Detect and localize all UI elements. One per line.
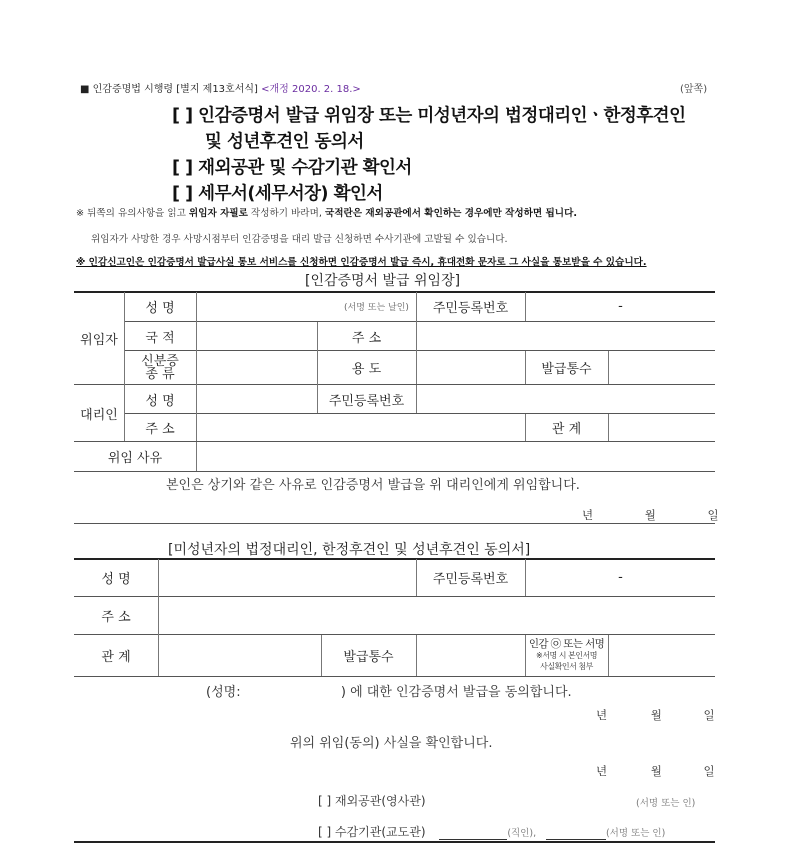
confirm-date [596, 763, 715, 779]
delegator-label: 위임자 [80, 332, 118, 348]
nationality-label: 국 적 [145, 330, 175, 346]
purpose-label: 용 도 [351, 362, 382, 377]
guardian-copies-label: 발급통수 [343, 650, 394, 665]
relation-label: 관 계 [551, 422, 582, 437]
copies-field[interactable] [609, 351, 715, 384]
note-1 [76, 205, 577, 219]
id-type-line-1: 신분증 [141, 353, 179, 369]
page-side: (앞쪽) [680, 84, 708, 95]
relation-field[interactable] [609, 414, 715, 441]
sign-blank[interactable] [546, 827, 606, 840]
delegator-address-field[interactable] [417, 322, 715, 350]
agent-rrn-label: 주민등록번호 [328, 393, 405, 409]
section2-date [596, 707, 715, 723]
s2-month-label: 월 [650, 708, 662, 722]
note-2: 위임자가 사망한 경우 사망시점부터 인감증명을 대리 발급 신청하면 수사기관에 고발될 수 있습니다. [91, 234, 508, 245]
s2-day-label: 일 [703, 708, 715, 722]
guardian-copies-field[interactable] [417, 635, 525, 676]
agent-rrn-field[interactable] [417, 385, 715, 413]
id-type-line-2: 종 류 [145, 366, 175, 382]
guardian-rrn-dash: - [618, 570, 623, 585]
day-label: 일 [707, 508, 719, 522]
consent-a: (성명: [206, 685, 241, 700]
seal-label [525, 635, 608, 676]
title-line-4: [ ] 세무서(세무서장) 확인서 [172, 184, 383, 204]
prison-sign: (서명 또는 인) [605, 828, 666, 839]
id-type-label [124, 351, 196, 384]
s2-year-label: 년 [596, 708, 608, 722]
reason-label: 위임 사유 [107, 451, 163, 466]
title-line-2: 및 성년후견인 동의서 [205, 132, 364, 152]
note-3: ※ 인감신고인은 인감증명서 발급사실 통보 서비스를 신청하면 인감증명서 발급 즉시, 휴대전화 문자로 그 사실을 통보받을 수 있습니다. [76, 257, 647, 268]
delegator-name-label: 성 명 [145, 301, 175, 316]
guardian-relation-label: 관 계 [101, 650, 131, 665]
agent-name-field[interactable] [197, 385, 317, 413]
guardian-rrn-field[interactable] [526, 559, 715, 596]
revision-date: <개정 2020. 2. 18.> [261, 84, 361, 95]
seal-note-2: 사실확인서 첨부 [540, 662, 593, 671]
section1-date [582, 507, 719, 523]
embassy-sign: (서명 또는 인) [636, 798, 696, 809]
month-label: 월 [644, 508, 656, 522]
title-line-3: [ ] 재외공관 및 수감기관 확인서 [172, 158, 412, 178]
nationality-field[interactable] [197, 322, 317, 350]
agent-name-label: 성 명 [145, 393, 175, 409]
section1-title: [인감증명서 발급 위임장] [305, 273, 461, 289]
delegator-address-label: 주 소 [351, 330, 382, 346]
year-label: 년 [582, 508, 594, 522]
prison-check-label[interactable]: [ ] 수감기관(교도관) [318, 825, 426, 839]
seal-label-text: 인감 ㉧ 또는 서명 [528, 638, 605, 650]
note-1-c: 작성하기 바라며, [247, 208, 325, 219]
sign-hint: (서명 또는 날인) [344, 303, 409, 313]
guardian-address-field[interactable] [159, 597, 715, 634]
prison-check [318, 823, 665, 840]
agent-address-field[interactable] [197, 414, 525, 441]
consent-b: ) 에 대한 인감증명서 발급을 동의합니다. [340, 685, 572, 700]
consent-statement [206, 681, 572, 700]
agent-label: 대리인 [80, 407, 118, 423]
id-type-field[interactable] [197, 351, 317, 384]
delegation-statement: 본인은 상기와 같은 사유로 인감증명서 발급을 위 대리인에게 위임합니다. [166, 478, 580, 493]
position-blank[interactable] [439, 827, 507, 840]
note-1-d: 국적란은 재외공관에서 확인하는 경우에만 작성하면 됩니다. [324, 208, 577, 219]
section2-title: [미성년자의 법정대리인, 한정후견인 및 성년후견인 동의서] [168, 542, 531, 558]
seal-note-1: ※서명 시 본인서명 [536, 651, 597, 660]
copies-label: 발급통수 [541, 362, 592, 377]
seal-field[interactable] [609, 635, 715, 676]
agent-address-label: 주 소 [145, 422, 175, 437]
guardian-rrn-label: 주민등록번호 [432, 572, 509, 587]
note-1-b: 위임자 자필로 [188, 208, 248, 219]
form-reference-text: ■ 인감증명법 시행령 [별지 제13호서식] [80, 84, 258, 95]
form-reference [80, 80, 361, 95]
c-day-label: 일 [703, 764, 715, 778]
guardian-relation-field[interactable] [159, 635, 321, 676]
delegator-rrn-field[interactable] [526, 292, 715, 321]
delegator-name-field[interactable] [197, 292, 416, 321]
embassy-check[interactable]: [ ] 재외공관(영사관) [318, 794, 426, 808]
purpose-field[interactable] [417, 351, 525, 384]
c-year-label: 년 [596, 764, 608, 778]
note-1-a: ※ 뒤쪽의 유의사항을 읽고 [76, 208, 189, 219]
guardian-name-label: 성 명 [101, 572, 131, 587]
c-month-label: 월 [650, 764, 662, 778]
reason-field[interactable] [197, 442, 715, 471]
delegator-rrn-label: 주민등록번호 [432, 301, 509, 316]
title-line-1: [ ] 인감증명서 발급 위임장 또는 미성년자의 법정대리인ㆍ한정후견인 [172, 106, 686, 126]
confirm-statement: 위의 위임(동의) 사실을 확인합니다. [290, 736, 493, 751]
guardian-name-field[interactable] [159, 559, 416, 596]
position-label: (직인), [507, 828, 537, 839]
guardian-address-label: 주 소 [101, 610, 131, 625]
rrn-dash: - [618, 299, 623, 314]
